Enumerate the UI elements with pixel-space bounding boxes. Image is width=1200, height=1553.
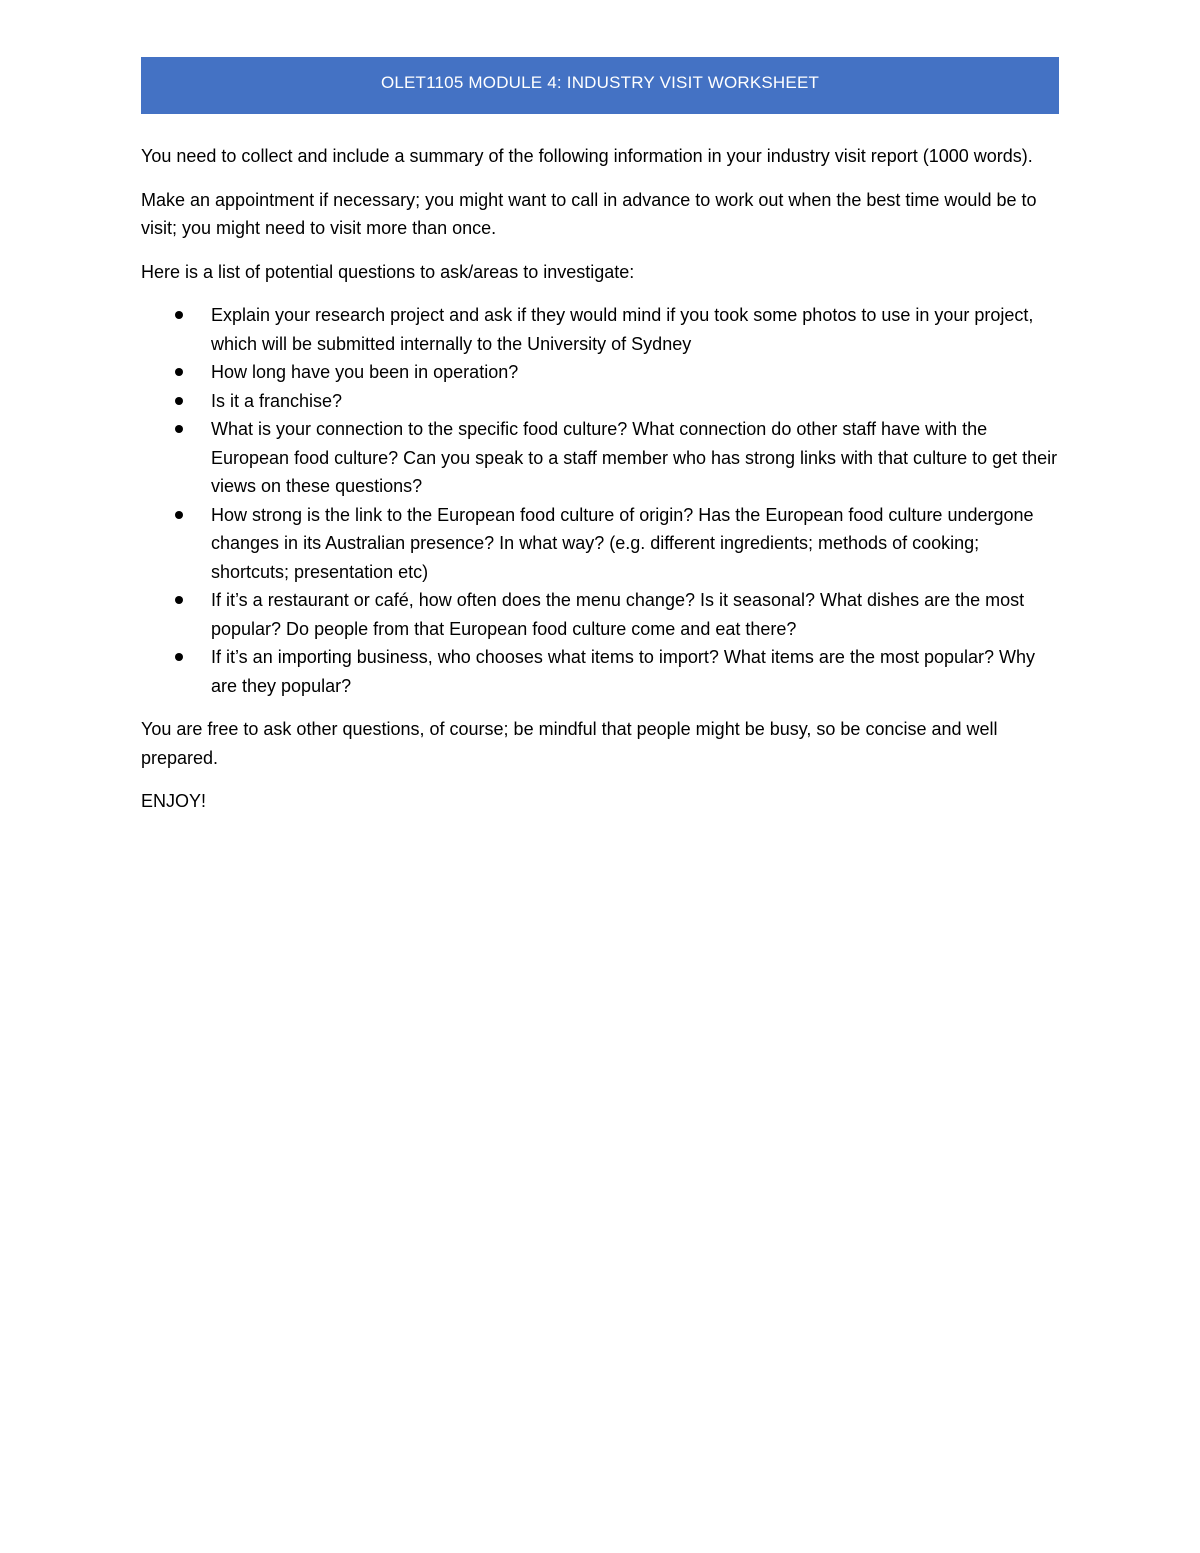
worksheet-body xyxy=(141,142,1059,816)
list-item xyxy=(141,415,1059,501)
list-item-text: Is it a franchise? xyxy=(211,390,343,411)
bullet-icon xyxy=(175,311,183,319)
list-item xyxy=(141,643,1059,700)
bullet-icon xyxy=(175,425,183,433)
bullet-icon xyxy=(175,653,183,661)
list-item xyxy=(141,301,1059,358)
list-item xyxy=(141,358,1059,387)
list-item xyxy=(141,586,1059,643)
bullet-icon xyxy=(175,397,183,405)
intro-paragraph: You need to collect and include a summary of the following information in your industry visit report (1000 words). xyxy=(141,146,1033,166)
worksheet-page xyxy=(141,57,1059,816)
page-title: OLET1105 MODULE 4: INDUSTRY VISIT WORKSHEET xyxy=(380,72,820,92)
closing-paragraph: You are free to ask other questions, of course; be mindful that people might be busy, so be concise and well prepared. xyxy=(141,719,998,768)
bullet-icon xyxy=(175,596,183,604)
list-intro-paragraph: Here is a list of potential questions to ask/areas to investigate: xyxy=(141,261,635,282)
list-item-text: How long have you been in operation? xyxy=(211,362,519,382)
title-banner xyxy=(141,57,1059,114)
list-item xyxy=(141,387,1059,416)
appointment-paragraph: Make an appointment if necessary; you might want to call in advance to work out when the best time would be to visit; you might need to visit more than once. xyxy=(141,189,1037,238)
list-item-text: If it’s an importing business, who chooses what items to import? What items are the most popular? Why are they popular? xyxy=(211,647,1036,696)
signoff-text: ENJOY! xyxy=(141,791,207,811)
bullet-icon xyxy=(175,368,183,376)
bullet-icon xyxy=(175,511,183,519)
list-item-text: If it’s a restaurant or café, how often does the menu change? Is it seasonal? What dishes are the most popular? Do people from that European food culture come and eat there? xyxy=(211,590,1025,639)
list-item-text: What is your connection to the specific food culture? What connection do other staff have with the European food culture? Can you speak to a staff member who has strong links with that culture to get their views on these questions? xyxy=(211,419,1058,496)
list-item-text: How strong is the link to the European food culture of origin? Has the European food culture undergone changes in its Australian presence? In what way? (e.g. different ingredients; methods of cooking; shortcuts; presentation etc) xyxy=(211,504,1034,582)
question-list xyxy=(141,301,1059,700)
list-item xyxy=(141,501,1059,587)
list-item-text: Explain your research project and ask if they would mind if you took some photos to use in your project, which will be submitted internally to the University of Sydney xyxy=(211,305,1034,354)
